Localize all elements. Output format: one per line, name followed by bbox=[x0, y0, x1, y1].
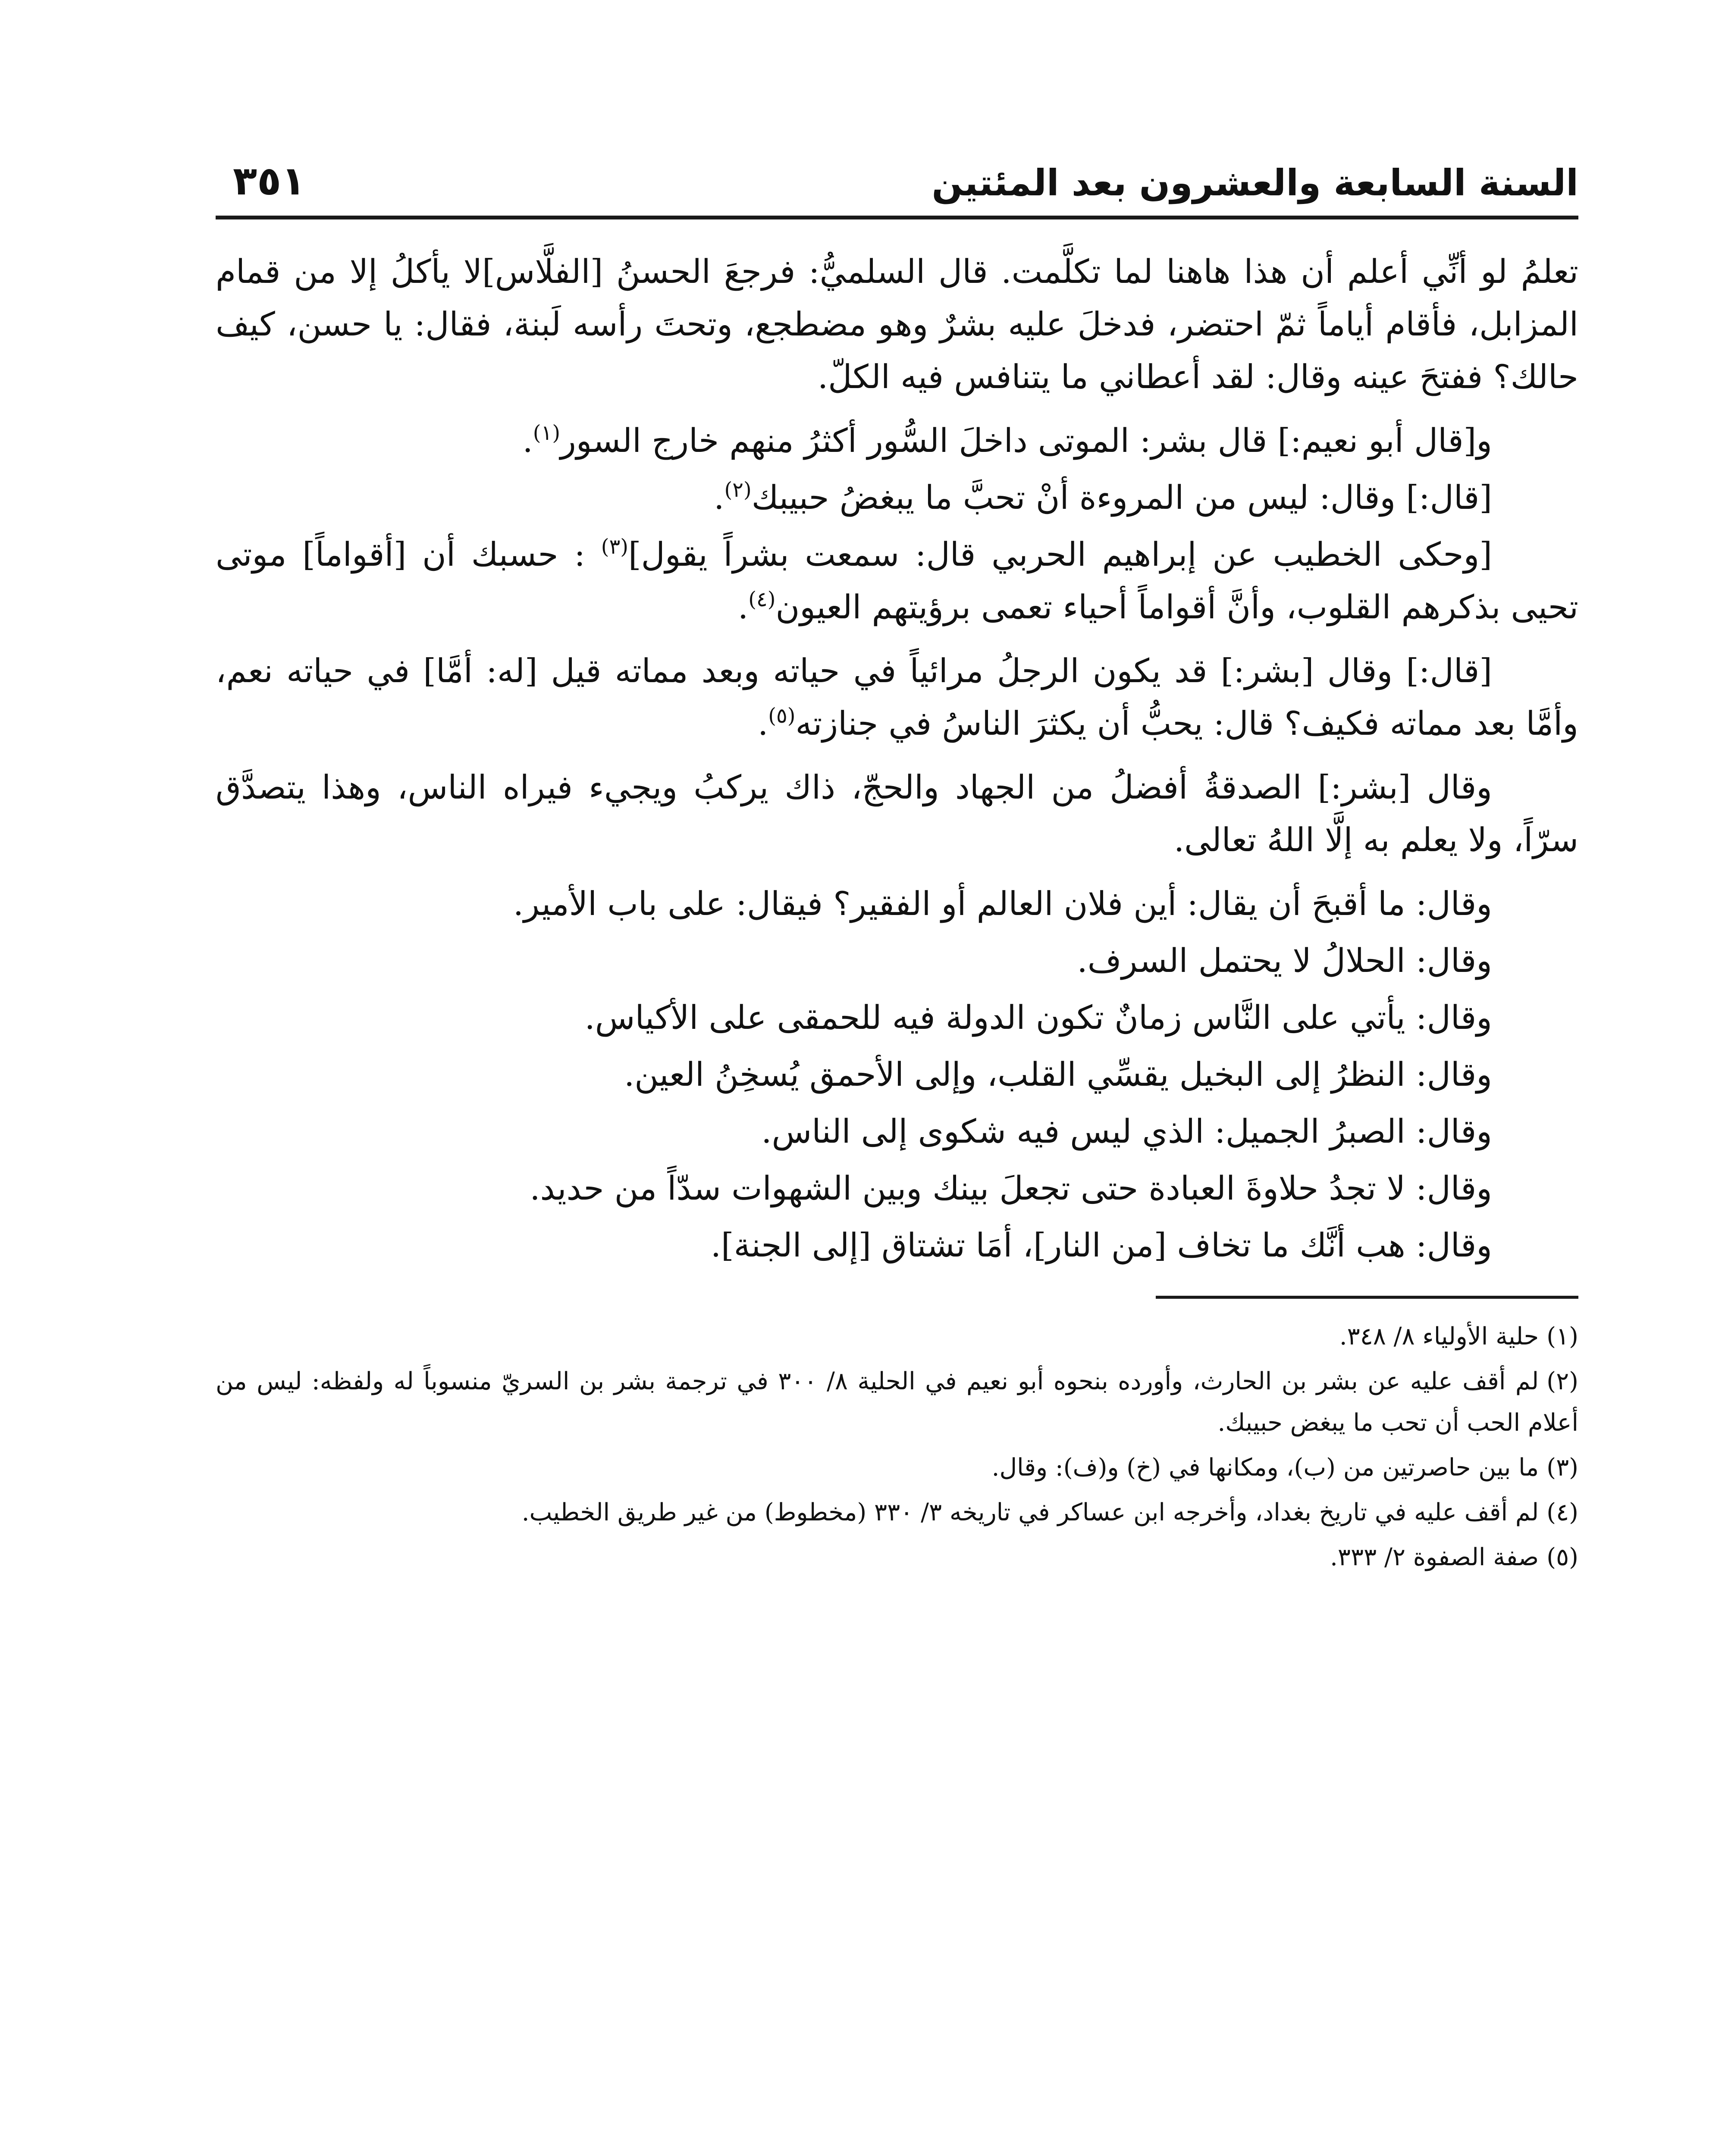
paragraph-13-text: وقال: هب أنَّك ما تخاف [من النار]، أمَا تشتاق [إلى الجنة]. bbox=[710, 1226, 1492, 1264]
paragraph-4-end: . bbox=[738, 588, 749, 626]
footnote-5 bbox=[216, 1537, 1578, 1578]
footnotes bbox=[216, 1316, 1578, 1578]
paragraph-4 bbox=[216, 528, 1578, 633]
footnote-4 bbox=[216, 1492, 1578, 1533]
paragraph-11-text: وقال: الصبرُ الجميل: الذي ليس فيه شكوى إلى الناس. bbox=[761, 1112, 1492, 1150]
paragraph-3-end: . bbox=[714, 478, 724, 517]
paragraph-8-text: وقال: الحلالُ لا يحتمل السرف. bbox=[1077, 941, 1492, 980]
footnote-marker: (٢) bbox=[1546, 1367, 1579, 1395]
page-number: ٣٥١ bbox=[233, 158, 306, 204]
footnote-marker: (٤) bbox=[1546, 1498, 1578, 1526]
paragraph-12-text: وقال: لا تجدُ حلاوةَ العبادة حتى تجعلَ بينك وبين الشهوات سدّاً من حديد. bbox=[530, 1169, 1492, 1207]
paragraph-5-end: . bbox=[758, 704, 768, 743]
paragraph-5 bbox=[216, 645, 1578, 750]
paragraph-8 bbox=[216, 934, 1578, 987]
footnote-ref-1[interactable]: (١) bbox=[533, 421, 561, 445]
paragraph-4-text-a: [وحكى الخطيب عن إبراهيم الحربي قال: سمعت بشراً يقول] bbox=[628, 535, 1493, 573]
main-text bbox=[216, 245, 1578, 1272]
footnote-text: لم أقف عليه في تاريخ بغداد، وأخرجه ابن عساكر في تاريخه ٣/ ٣٣٠ (مخطوط) من غير طريق الخطيب. bbox=[521, 1498, 1539, 1526]
running-title: السنة السابعة والعشرون بعد المئتين bbox=[932, 162, 1578, 204]
footnote-text: صفة الصفوة ٢/ ٣٣٣. bbox=[1330, 1543, 1539, 1571]
footnote-1 bbox=[216, 1316, 1578, 1357]
paragraph-9 bbox=[216, 991, 1578, 1044]
footnote-ref-2[interactable]: (٢) bbox=[724, 478, 752, 502]
footnote-3 bbox=[216, 1447, 1578, 1489]
paragraph-12 bbox=[216, 1162, 1578, 1215]
paragraph-3 bbox=[216, 471, 1578, 524]
paragraph-2 bbox=[216, 414, 1578, 467]
footnote-marker: (١) bbox=[1546, 1322, 1578, 1351]
paragraph-5-text: [قال:] وقال [بشر:] قد يكون الرجلُ مرائياً في حياته وبعد مماته قيل [له: أمَّا] في حياته نعم، وأمَّا بعد مماته فكيف؟ قال: يحبُّ أن يكثرَ الناسُ في جنازته bbox=[216, 652, 1578, 743]
footnote-ref-4[interactable]: (٤) bbox=[748, 587, 776, 611]
footnote-text: ما بين حاصرتين من (ب)، ومكانها في (خ) و(ف): وقال. bbox=[991, 1454, 1539, 1482]
footnote-marker: (٥) bbox=[1546, 1543, 1578, 1571]
paragraph-1 bbox=[216, 245, 1578, 403]
footnote-marker: (٣) bbox=[1546, 1454, 1578, 1482]
footnote-ref-5[interactable]: (٥) bbox=[768, 704, 796, 728]
paragraph-3-text: [قال:] وقال: ليس من المروءة أنْ تحبَّ ما يبغضُ حبيبك bbox=[751, 478, 1492, 517]
paragraph-6-text: وقال [بشر:] الصدقةُ أفضلُ من الجهاد والحجّ، ذاك يركبُ ويجيء فيراه الناس، وهذا يتصدَّق سرّاً، ولا يعلم به إلَّا اللهُ تعالى. bbox=[216, 768, 1578, 859]
page-header bbox=[216, 129, 1578, 219]
footnote-2 bbox=[216, 1361, 1578, 1444]
paragraph-7 bbox=[216, 877, 1578, 930]
paragraph-2-end: . bbox=[522, 421, 533, 460]
paragraph-7-text: وقال: ما أقبحَ أن يقال: أين فلان العالم أو الفقير؟ فيقال: على باب الأمير. bbox=[513, 884, 1492, 923]
footnote-ref-3[interactable]: (٣) bbox=[601, 535, 628, 559]
footnote-text: لم أقف عليه عن بشر بن الحارث، وأورده بنحوه أبو نعيم في الحلية ٨/ ٣٠٠ في ترجمة بشر بن السريّ منسوباً له ولفظه: ليس من أعلام الحب أن تحب ما يبغض حبيبك. bbox=[216, 1367, 1578, 1437]
paragraph-10-text: وقال: النظرُ إلى البخيل يقسِّي القلب، وإلى الأحمق يُسخِنُ العين. bbox=[624, 1055, 1492, 1094]
book-page bbox=[216, 129, 1578, 1582]
footnote-text: حلية الأولياء ٨/ ٣٤٨. bbox=[1339, 1322, 1539, 1351]
paragraph-2-text: و[قال أبو نعيم:] قال بشر: الموتى داخلَ السُّور أكثرُ منهم خارج السور bbox=[560, 421, 1492, 460]
paragraph-13 bbox=[216, 1219, 1578, 1272]
paragraph-1-text: تعلمُ لو أنِّي أعلم أن هذا هاهنا لما تكلَّمت. قال السلميُّ: فرجعَ الحسنُ [الفلَّاس]لا يأكلُ إلا من قمام المزابل، فأقام أياماً ثمّ احتضر، فدخلَ عليه بشرٌ وهو مضطجع، وتحتَ رأسه لَبنة، فقال: يا حسن، كيف حالك؟ ففتحَ عينه وقال: لقد أعطاني ما يتنافس فيه الكلّ. bbox=[216, 252, 1578, 396]
paragraph-11 bbox=[216, 1105, 1578, 1158]
paragraph-9-text: وقال: يأتي على النَّاس زمانٌ تكون الدولة فيه للحمقى على الأكياس. bbox=[584, 998, 1492, 1037]
footnote-divider bbox=[1156, 1296, 1578, 1299]
paragraph-4-text-b: : حسبك أن [أقواماً] موتى تحيى بذكرهم القلوب، وأنَّ أقواماً أحياء تعمى برؤيتهم العيون bbox=[216, 535, 1578, 626]
paragraph-6 bbox=[216, 761, 1578, 866]
paragraph-10 bbox=[216, 1048, 1578, 1101]
